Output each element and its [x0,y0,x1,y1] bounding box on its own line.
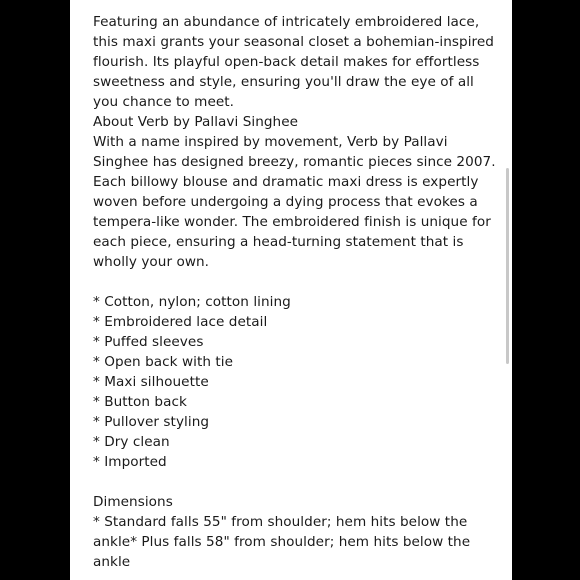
about-line: Each billowy blouse and dramatic maxi dress is expertly [93,174,479,190]
intro-line: flourish. Its playful open-back detail makes for effortless [93,54,480,70]
about-paragraph [93,132,496,272]
feature-item: * Cotton, nylon; cotton lining [93,294,291,310]
about-heading: About Verb by Pallavi Singhee [93,114,299,130]
feature-item: * Embroidered lace detail [93,314,268,330]
feature-item: * Dry clean [93,434,170,450]
feature-item: * Button back [93,394,187,410]
feature-item: * Pullover styling [93,414,210,430]
intro-line: this maxi grants your seasonal closet a bohemian-inspired [93,34,494,50]
about-line: woven before undergoing a dying process that evokes a [93,194,478,210]
about-line: Singhee has designed breezy, romantic pieces since 2007. [93,154,496,170]
intro-line: you chance to meet. [93,94,235,110]
dimensions-line: ankle* Plus falls 58" from shoulder; hem hits below the [93,534,471,550]
about-line: With a name inspired by movement, Verb by Pallavi [93,134,448,150]
intro-line: Featuring an abundance of intricately embroidered lace, [93,14,480,30]
description-panel[interactable] [70,0,512,580]
dimensions-line: * Standard falls 55" from shoulder; hem hits below the [93,514,468,530]
about-line: each piece, ensuring a head-turning statement that is [93,234,464,250]
feature-item: * Puffed sleeves [93,334,204,350]
dimensions-list [93,512,489,572]
feature-item: * Imported [93,454,167,470]
description-content [93,12,496,572]
about-line: tempera-like wonder. The embroidered finish is unique for [93,214,491,230]
spacer [93,272,489,292]
feature-item: * Open back with tie [93,354,234,370]
intro-line: sweetness and style, ensuring you'll draw the eye of all [93,74,474,90]
spacer [93,472,489,492]
about-line: wholly your own. [93,254,210,270]
intro-paragraph [93,12,494,112]
feature-item: * Maxi silhouette [93,374,209,390]
feature-list [93,292,489,472]
dimensions-heading: Dimensions [93,494,173,510]
scrollbar-thumb[interactable] [506,168,509,364]
dimensions-line: ankle [93,554,131,570]
